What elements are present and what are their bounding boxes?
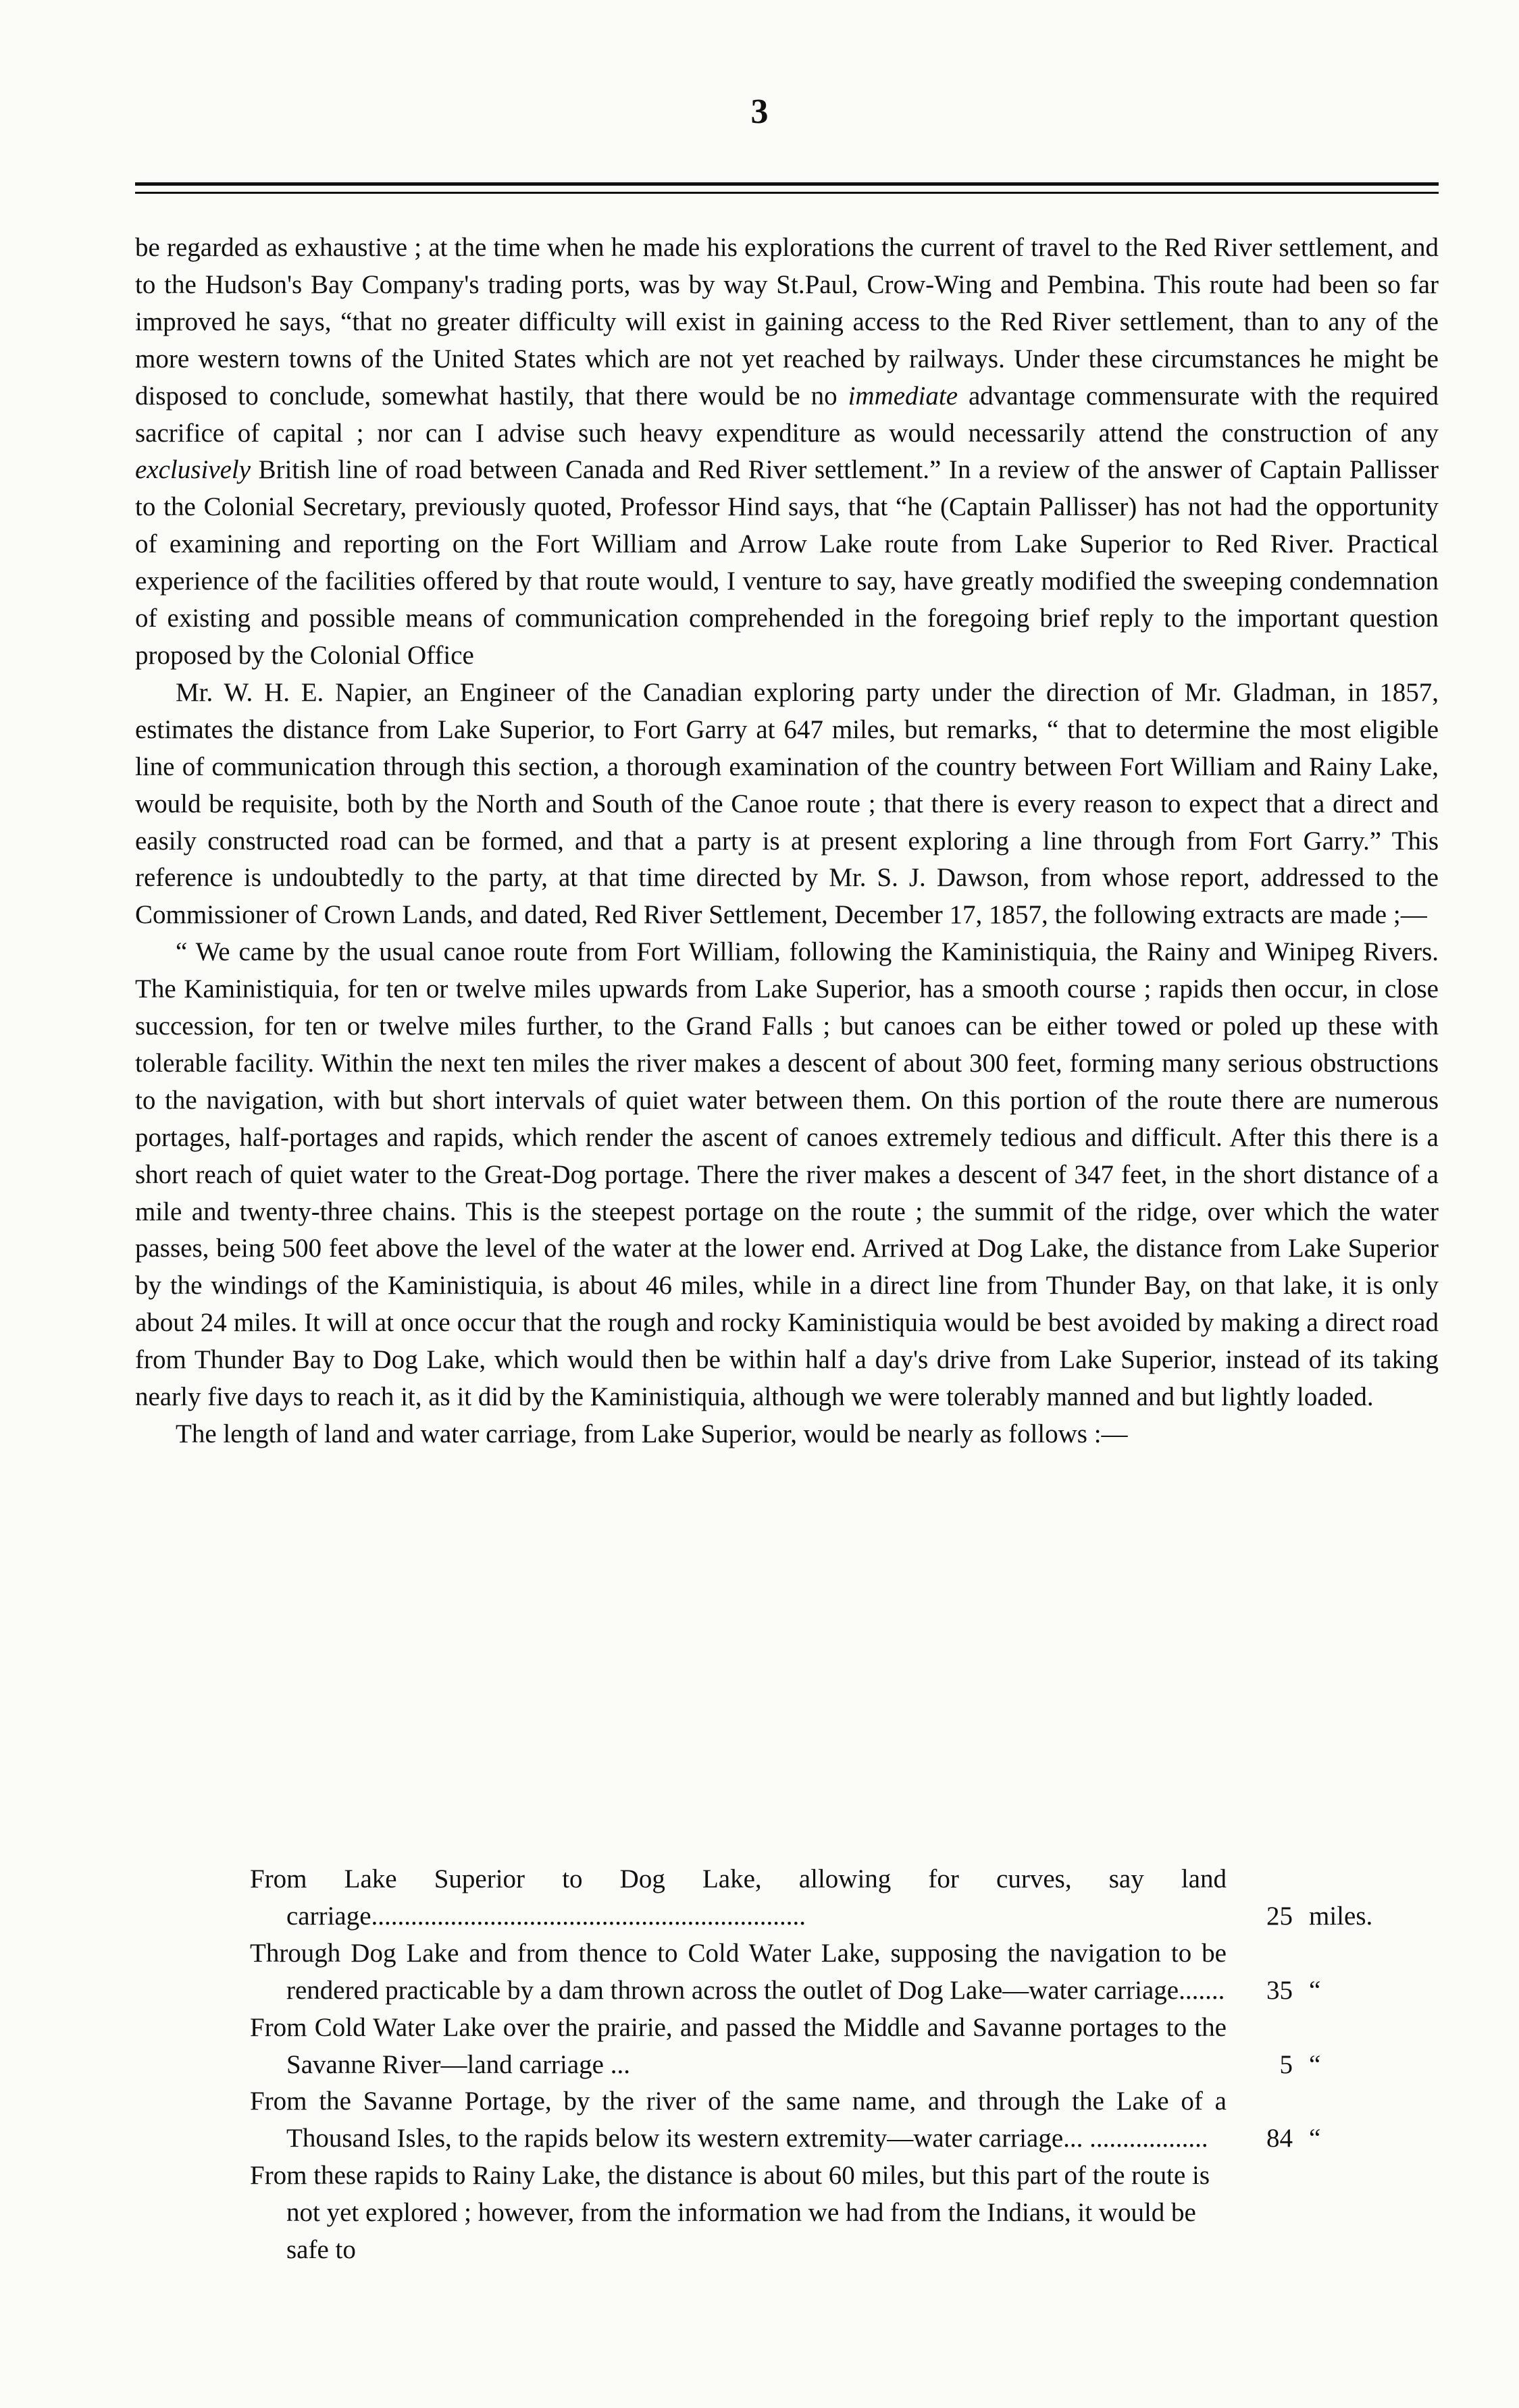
- page-number: 3: [750, 93, 769, 131]
- route-description: From Cold Water Lake over the prairie, and passed the Middle and Savanne portages to the Savanne River—land carriage ...: [250, 2012, 1227, 2079]
- paragraph-p1: [135, 230, 1439, 675]
- distance-value: 25: [1266, 1901, 1293, 1931]
- text-run: advantage commensurate with the required sacrifice of capital ; nor can I advise such heavy expenditure as would necessarily attend the construction of any: [135, 381, 1439, 448]
- route-description: Through Dog Lake and from thence to Cold Water Lake, supposing the navigation to be rendered practicable by a dam thrown across the outlet of Dog Lake—water carriage.......: [250, 1938, 1227, 2005]
- paragraph-p2: [135, 675, 1439, 934]
- distance-row: [250, 1935, 1439, 2010]
- text-run: The length of land and water carriage, from Lake Superior, would be nearly as follows :—: [176, 1419, 1128, 1448]
- distance-value: 84: [1266, 2124, 1293, 2153]
- header-rule-thick: [135, 182, 1439, 186]
- distance-unit: “: [1309, 2124, 1321, 2153]
- distance-unit: “: [1309, 1975, 1321, 2005]
- route-description: From the Savanne Portage, by the river of the same name, and through the Lake of a Thousand Isles, to the rapids below its western extremity—water carriage... ..................: [250, 2087, 1227, 2153]
- distance-row: [250, 2083, 1439, 2157]
- distance-row: [250, 2157, 1439, 2269]
- text-run: Mr. W. H. E. Napier, an Engineer of the Canadian exploring party under the direction of Mr. Gladman, in 1857, estimates the distance from Lake Superior, to Fort Garry at 647 miles, but remarks, “ that to determine the most eligible line of communication through this section, a thorough examination of the country between Fort William and Rainy Lake, would be requisite, both by the North and South of the Canoe route ; that there is every reason to expect that a direct and easily constructed road can be formed, and that a party is at present exploring a line through from Fort Garry.” This reference is undoubtedly to the party, at that time directed by Mr. S. J. Dawson, from whose report, addressed to the Commissioner of Crown Lands, and dated, Red River Settlement, December 17, 1857, the following extracts are made ;—: [135, 677, 1439, 930]
- text-run: “ We came by the usual canoe route from Fort William, following the Kaministiquia, the Rainy and Winipeg Rivers. The Kaministiquia, for ten or twelve miles upwards from Lake Superior, has a smooth course ; rapids then occur, in close succession, for ten or twelve miles further, to the Grand Falls ; but canoes can be either towed or poled up these with tolerable facility. Within the next ten miles the river makes a descent of about 300 feet, forming many serious obstructions to the navigation, with but short intervals of quiet water between them. On this portion of the route there are numerous portages, half-portages and rapids, which render the ascent of canoes extremely tedious and difficult. After this there is a short reach of quiet water to the Great-Dog portage. There the river makes a descent of 347 feet, in the short distance of a mile and twenty-three chains. This is the steepest portage on the route ; the summit of the ridge, over which the water passes, being 500 feet above the level of the water at the lower end. Arrived at Dog Lake, the distance from Lake Superior by the windings of the Kaministiquia, is about 46 miles, while in a direct line from Thunder Bay, on that lake, it is only about 24 miles. It will at once occur that the rough and rocky Kaministiquia would be best avoided by making a direct road from Thunder Bay to Dog Lake, which would then be within half a day's drive from Lake Superior, instead of its taking nearly five days to reach it, as it did by the Kaministiquia, although we were tolerably manned and but lightly loaded.: [135, 937, 1439, 1412]
- distance-value: 5: [1279, 2049, 1293, 2079]
- distance-table: [250, 1861, 1439, 2269]
- header-rule-thin: [135, 192, 1439, 194]
- body-text: [135, 230, 1439, 1453]
- paragraph-p3: [135, 934, 1439, 1416]
- italic-text: exclusively: [135, 455, 251, 485]
- distance-row: [250, 1861, 1439, 1935]
- italic-text: immediate: [848, 381, 958, 411]
- distance-value: 35: [1266, 1975, 1293, 2005]
- distance-row: [250, 2010, 1439, 2084]
- distance-unit: “: [1309, 2049, 1321, 2079]
- text-run: British line of road between Canada and Red River settlement.” In a review of the answer of Captain Pallisser to the Colonial Secretary, previously quoted, Professor Hind says, that “he (Captain Pallisser) has not had the opportunity of examining and reporting on the Fort William and Arrow Lake route from Lake Superior to Red River. Practical experience of the facilities offered by that route would, I venture to say, have greatly modified the sweeping condemnation of existing and possible means of communication comprehended in the foregoing brief reply to the important question proposed by the Colonial Office: [135, 455, 1439, 670]
- paragraph-p4: [135, 1416, 1439, 1453]
- route-description: From Lake Superior to Dog Lake, allowing for curves, say land carriage..................................................................: [250, 1864, 1227, 1931]
- text-run: be regarded as exhaustive ; at the time when he made his explorations the current of travel to the Red River settlement, and to the Hudson's Bay Company's trading ports, was by way St.Paul, Crow-Wing and Pembina. This route had been so far improved he says, “that no greater difficulty will exist in gaining access to the Red River settlement, than to any of the more western towns of the United States which are not yet reached by railways. Under these circumstances he might be disposed to conclude, somewhat hastily, that there would be no: [135, 233, 1439, 411]
- distance-unit: miles.: [1309, 1901, 1373, 1931]
- route-description: From these rapids to Rainy Lake, the distance is about 60 miles, but this part of the route is not yet explored ; however, from the information we had from the Indians, it would be safe to: [250, 2161, 1210, 2265]
